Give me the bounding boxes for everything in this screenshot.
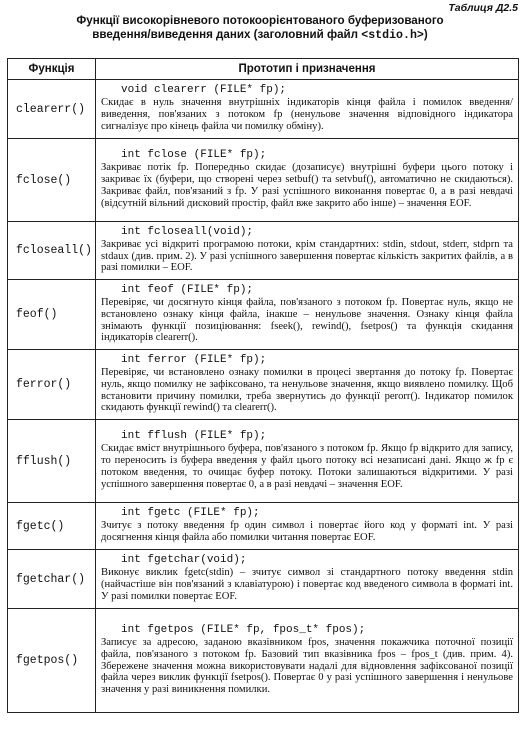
- table-row: [8, 350, 519, 420]
- table-row: [8, 222, 519, 280]
- function-prototype: int feof (FILE* fp);: [121, 283, 254, 296]
- function-name: fgetc(): [8, 503, 96, 550]
- table-row: [8, 420, 519, 503]
- function-name: fflush(): [8, 420, 96, 503]
- function-description-cell: [96, 420, 519, 503]
- function-description-cell: [96, 350, 519, 420]
- table-row: [8, 503, 519, 550]
- function-description-cell: [96, 503, 519, 550]
- function-prototype: int fgetpos (FILE* fp, fpos_t* fpos);: [121, 623, 366, 636]
- table-row: [8, 80, 519, 139]
- function-description-cell: [96, 139, 519, 222]
- function-name: ferror(): [8, 350, 96, 420]
- function-prototype: void clearerr (FILE* fp);: [121, 84, 287, 97]
- function-prototype: int fgetc (FILE* fp);: [121, 507, 260, 520]
- function-description-cell: [96, 280, 519, 350]
- function-name: fclose(): [8, 139, 96, 222]
- function-description: Закриває усі відкриті програмою потоки, крім стандартних: stdin, stdout, stderr, stdprn та stdaux (див. прим. 2). У разі успішного завершення повертає кількість закритих файлів, а в разі помилки – EOF.: [101, 238, 513, 274]
- function-description: Скидає в нуль значення внутрішніх індикаторів кінця файла і помилок введення/виведення, пов'язаних з потоком fp (ненульове значення відповідного індикатора сигналізує про кінець файла чи помилку обміну).: [101, 97, 513, 132]
- function-description-cell: [96, 550, 519, 609]
- function-description: Перевіряє, чи досягнуто кінця файла, пов'язаного з потоком fp. Повертає нуль, якщо не встановлено ознаку кінця файла, інакше – ненульове значення. Ознаку кінця файла знімають функції позиціювання: fseek(), rewind(), fsetpos() та функція скидання індикаторів clearerr().: [101, 296, 513, 344]
- table-title: [40, 14, 480, 43]
- function-name: fcloseall(): [8, 222, 96, 280]
- function-name: clearerr(): [8, 80, 96, 139]
- table-label: Таблиця Д2.5: [448, 2, 518, 14]
- function-name: fgetchar(): [8, 550, 96, 609]
- title-line-2-close: ): [423, 28, 428, 41]
- title-line-2-text: введення/виведення даних (заголовний файл: [92, 28, 362, 41]
- function-description: Зчитує з потоку введення fp один символ і повертає його код у форматі int. У разі досягнення кінця файла або помилки читання повертає EOF.: [101, 520, 513, 543]
- function-name: feof(): [8, 280, 96, 350]
- table-row: [8, 139, 519, 222]
- functions-table: [7, 58, 519, 713]
- function-description-cell: [96, 222, 519, 280]
- function-prototype: int fflush (FILE* fp);: [121, 430, 267, 443]
- table-row: [8, 280, 519, 350]
- table-row: [8, 550, 519, 609]
- function-description: Виконує виклик fgetc(stdin) – зчитує символ зі стандартного потоку введення stdin (найчастіше він пов'язаний з клавіатурою) і повертає код введеного символа в форматі int. У разі помилки повертає EOF.: [101, 567, 513, 602]
- function-prototype: int fcloseall(void);: [121, 225, 254, 238]
- table-row: [8, 609, 519, 713]
- function-description: Закриває потік fp. Попередньо скидає (дозаписує) внутрішні буфери цього потоку і закриває їх (буфери, що створені через setbuf() та setvbuf(), автоматично не скидаються). Закриває файл, пов'язаний з fp. У разі успішного виконання повертає 0, а в разі невдачі (відсутній вільний дисковий простір, файл вже закрито або інше) – значення EOF.: [101, 162, 513, 209]
- function-description: Скидає вміст внутрішнього буфера, пов'язаного з потоком fp. Якщо fp відкрито для запису, то переносить із буфера введення у файл цього потоку всі незаписані дані. Якщо ж fp є потоком введення, то очищає буфер потоку. Потоки залишаються відкритими. У разі успішного завершення повертає 0, а в разі невдачі – значення EOF.: [101, 443, 513, 490]
- function-prototype: int fgetchar(void);: [121, 554, 247, 567]
- function-description-cell: [96, 80, 519, 139]
- function-description: Перевіряє, чи встановлено ознаку помилки в процесі звертання до потоку fp. Повертає нуль, якщо помилку не зафіксовано, та ненульове значення, якщо виявлено помилку. Щоб встановити причину помилки, треба звернутись до функції perorr(). Індикатор помилок скидають функції rewind() та clearerr().: [101, 366, 513, 414]
- title-line-1: Функції високорівневого потокоорієнтованого буферизованого: [76, 14, 444, 27]
- header-prototype: Прототип і призначення: [96, 59, 519, 80]
- function-description-cell: [96, 609, 519, 713]
- function-description: Записує за адресою, заданою вказівником fpos, значення покажчика поточної позиції файла, пов'язаного з потоком fp. Базовий тип вказівника fpos – fpos_t (див. прим. 4). Збережене значення можна використовувати надалі для відновлення зафіксованої позиції файла через виклик функції fsetpos(). Повертає 0 у разі успішного завершення і ненульове значення у разі виникнення помилки.: [101, 636, 513, 696]
- function-name: fgetpos(): [8, 609, 96, 713]
- title-header-file: <stdio.h>: [361, 29, 424, 42]
- header-function: Функція: [8, 59, 96, 80]
- table-header-row: [8, 59, 519, 80]
- function-prototype: int ferror (FILE* fp);: [121, 353, 267, 366]
- function-prototype: int fclose (FILE* fp);: [121, 149, 267, 162]
